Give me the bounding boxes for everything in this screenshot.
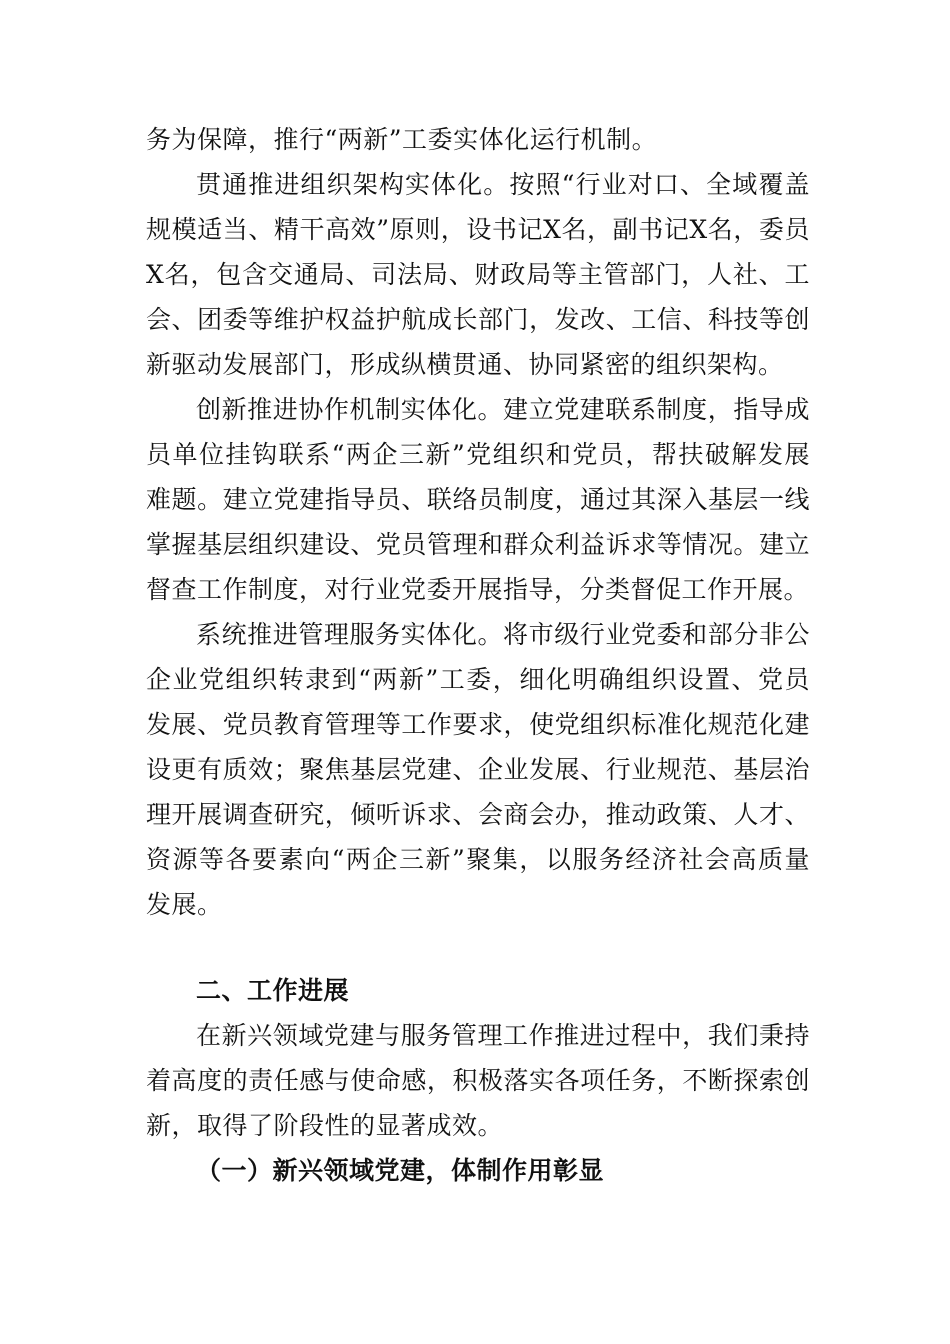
paragraph-management-service: 系统推进管理服务实体化。将市级行业党委和部分非公企业党组织转隶到“两新”工委，细化明确组织设置、党员发展、党员教育管理等工作要求，使党组织标准化规范化建设更有质效；聚焦基层党建、企业发展、行业规范、基层治理开展调查研究，倾听诉求、会商会办，推动政策、人才、资源等各要素向“两企三新”聚集，以服务经济社会高质量发展。 — [146, 620, 810, 919]
paragraph-continuation: 务为保障，推行“两新”工委实体化运行机制。 — [146, 125, 658, 154]
body-text-section — [146, 1013, 810, 1148]
paragraph-work-progress: 在新兴领域党建与服务管理工作推进过程中，我们秉持着高度的责任感与使命感，积极落实各项任务，不断探索创新，取得了阶段性的显著成效。 — [146, 1021, 810, 1140]
paragraph-coordination-mechanism: 创新推进协作机制实体化。建立党建联系制度，指导成员单位挂钩联系“两企三新”党组织和党员，帮扶破解发展难题。建立党建指导员、联络员制度，通过其深入基层一线掌握基层组织建设、党员管理和群众利益诉求等情况。建立督查工作制度，对行业党委开展指导，分类督促工作开展。 — [146, 395, 810, 604]
section-heading: 二、工作进展 — [196, 976, 350, 1005]
body-text-top — [146, 117, 810, 927]
paragraph-org-structure: 贯通推进组织架构实体化。按照“行业对口、全域覆盖规模适当、精干高效”原则，设书记X名，副书记X名，委员X名，包含交通局、司法局、财政局等主管部门，人社、工会、团委等维护权益护航成长部门，发改、工信、科技等创新驱动发展部门，形成纵横贯通、协同紧密的组织架构。 — [146, 170, 810, 379]
subsection-heading: （一）新兴领域党建，体制作用彰显 — [196, 1156, 605, 1185]
